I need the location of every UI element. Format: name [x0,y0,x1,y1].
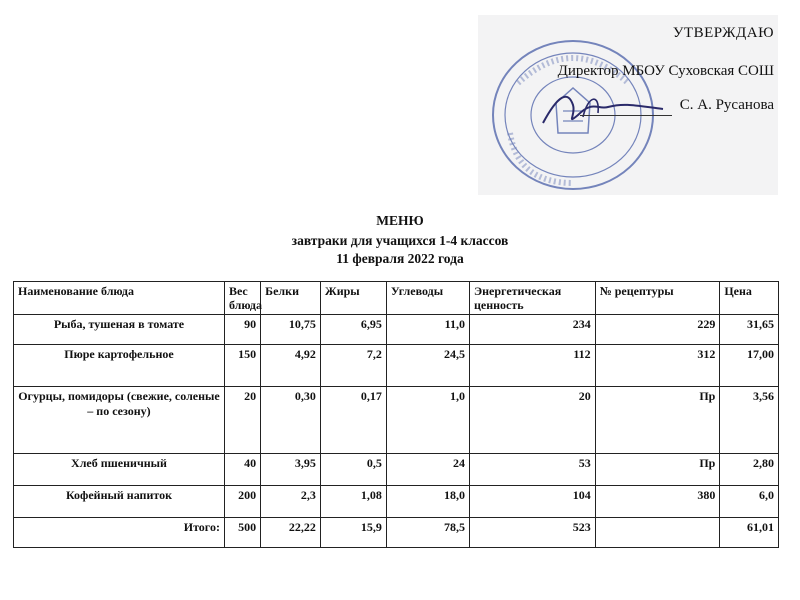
dish-fat: 0,5 [320,454,386,486]
dish-energy: 112 [469,345,595,387]
dish-name: Рыба, тушеная в томате [14,315,225,345]
menu-subtitle: завтраки для учащихся 1-4 классов [291,233,509,248]
dish-recipe: 380 [595,486,720,518]
dish-protein: 2,3 [261,486,321,518]
dish-name: Огурцы, помидоры (свежие, соленые – по сезону) [14,387,225,454]
dish-recipe: Пр [595,387,720,454]
total-fat: 15,9 [320,518,386,548]
table-row [14,345,779,387]
menu-title: МЕНЮ [376,213,424,228]
table-row [14,387,779,454]
approval-block [478,15,778,195]
dish-name: Хлеб пшеничный [14,454,225,486]
approval-title: УТВЕРЖДАЮ [672,25,774,41]
dish-name: Кофейный напиток [14,486,225,518]
header-protein: Белки [261,282,321,315]
dish-weight: 150 [224,345,260,387]
dish-carbs: 1,0 [386,387,469,454]
table-row [14,315,779,345]
dish-weight: 40 [224,454,260,486]
dish-protein: 3,95 [261,454,321,486]
dish-price: 17,00 [720,345,779,387]
signature-line [580,115,672,116]
dish-carbs: 24 [386,454,469,486]
dish-name: Пюре картофельное [14,345,225,387]
dish-carbs: 11,0 [386,315,469,345]
header-weight: Вес блюда [224,282,260,315]
table-header-row [14,282,779,315]
header-recipe: № рецептуры [595,282,720,315]
dish-carbs: 24,5 [386,345,469,387]
dish-price: 3,56 [720,387,779,454]
dish-energy: 53 [469,454,595,486]
header-fat: Жиры [320,282,386,315]
header-energy: Энергетическая ценность [469,282,595,315]
total-price: 61,01 [720,518,779,548]
approval-position: Директор МБОУ Суховская СОШ [557,63,774,79]
total-weight: 500 [224,518,260,548]
dish-price: 2,80 [720,454,779,486]
dish-fat: 6,95 [320,315,386,345]
dish-recipe: 312 [595,345,720,387]
dish-fat: 0,17 [320,387,386,454]
table-row [14,486,779,518]
dish-price: 31,65 [720,315,779,345]
dish-energy: 234 [469,315,595,345]
dish-carbs: 18,0 [386,486,469,518]
dish-protein: 0,30 [261,387,321,454]
dish-protein: 4,92 [261,345,321,387]
dish-fat: 1,08 [320,486,386,518]
director-signature [538,85,668,135]
menu-table [13,281,779,548]
dish-recipe: 229 [595,315,720,345]
dish-weight: 20 [224,387,260,454]
dish-energy: 104 [469,486,595,518]
dish-recipe: Пр [595,454,720,486]
header-carbs: Углеводы [386,282,469,315]
total-protein: 22,22 [261,518,321,548]
dish-fat: 7,2 [320,345,386,387]
dish-weight: 200 [224,486,260,518]
header-name: Наименование блюда [14,282,225,315]
dish-price: 6,0 [720,486,779,518]
total-label: Итого: [14,518,225,548]
dish-protein: 10,75 [261,315,321,345]
dish-energy: 20 [469,387,595,454]
table-row [14,454,779,486]
total-energy: 523 [469,518,595,548]
total-recipe [595,518,720,548]
header-price: Цена [720,282,779,315]
total-row [14,518,779,548]
dish-weight: 90 [224,315,260,345]
menu-date: 11 февраля 2022 года [336,251,464,266]
approval-name: С. А. Русанова [679,97,774,113]
total-carbs: 78,5 [386,518,469,548]
